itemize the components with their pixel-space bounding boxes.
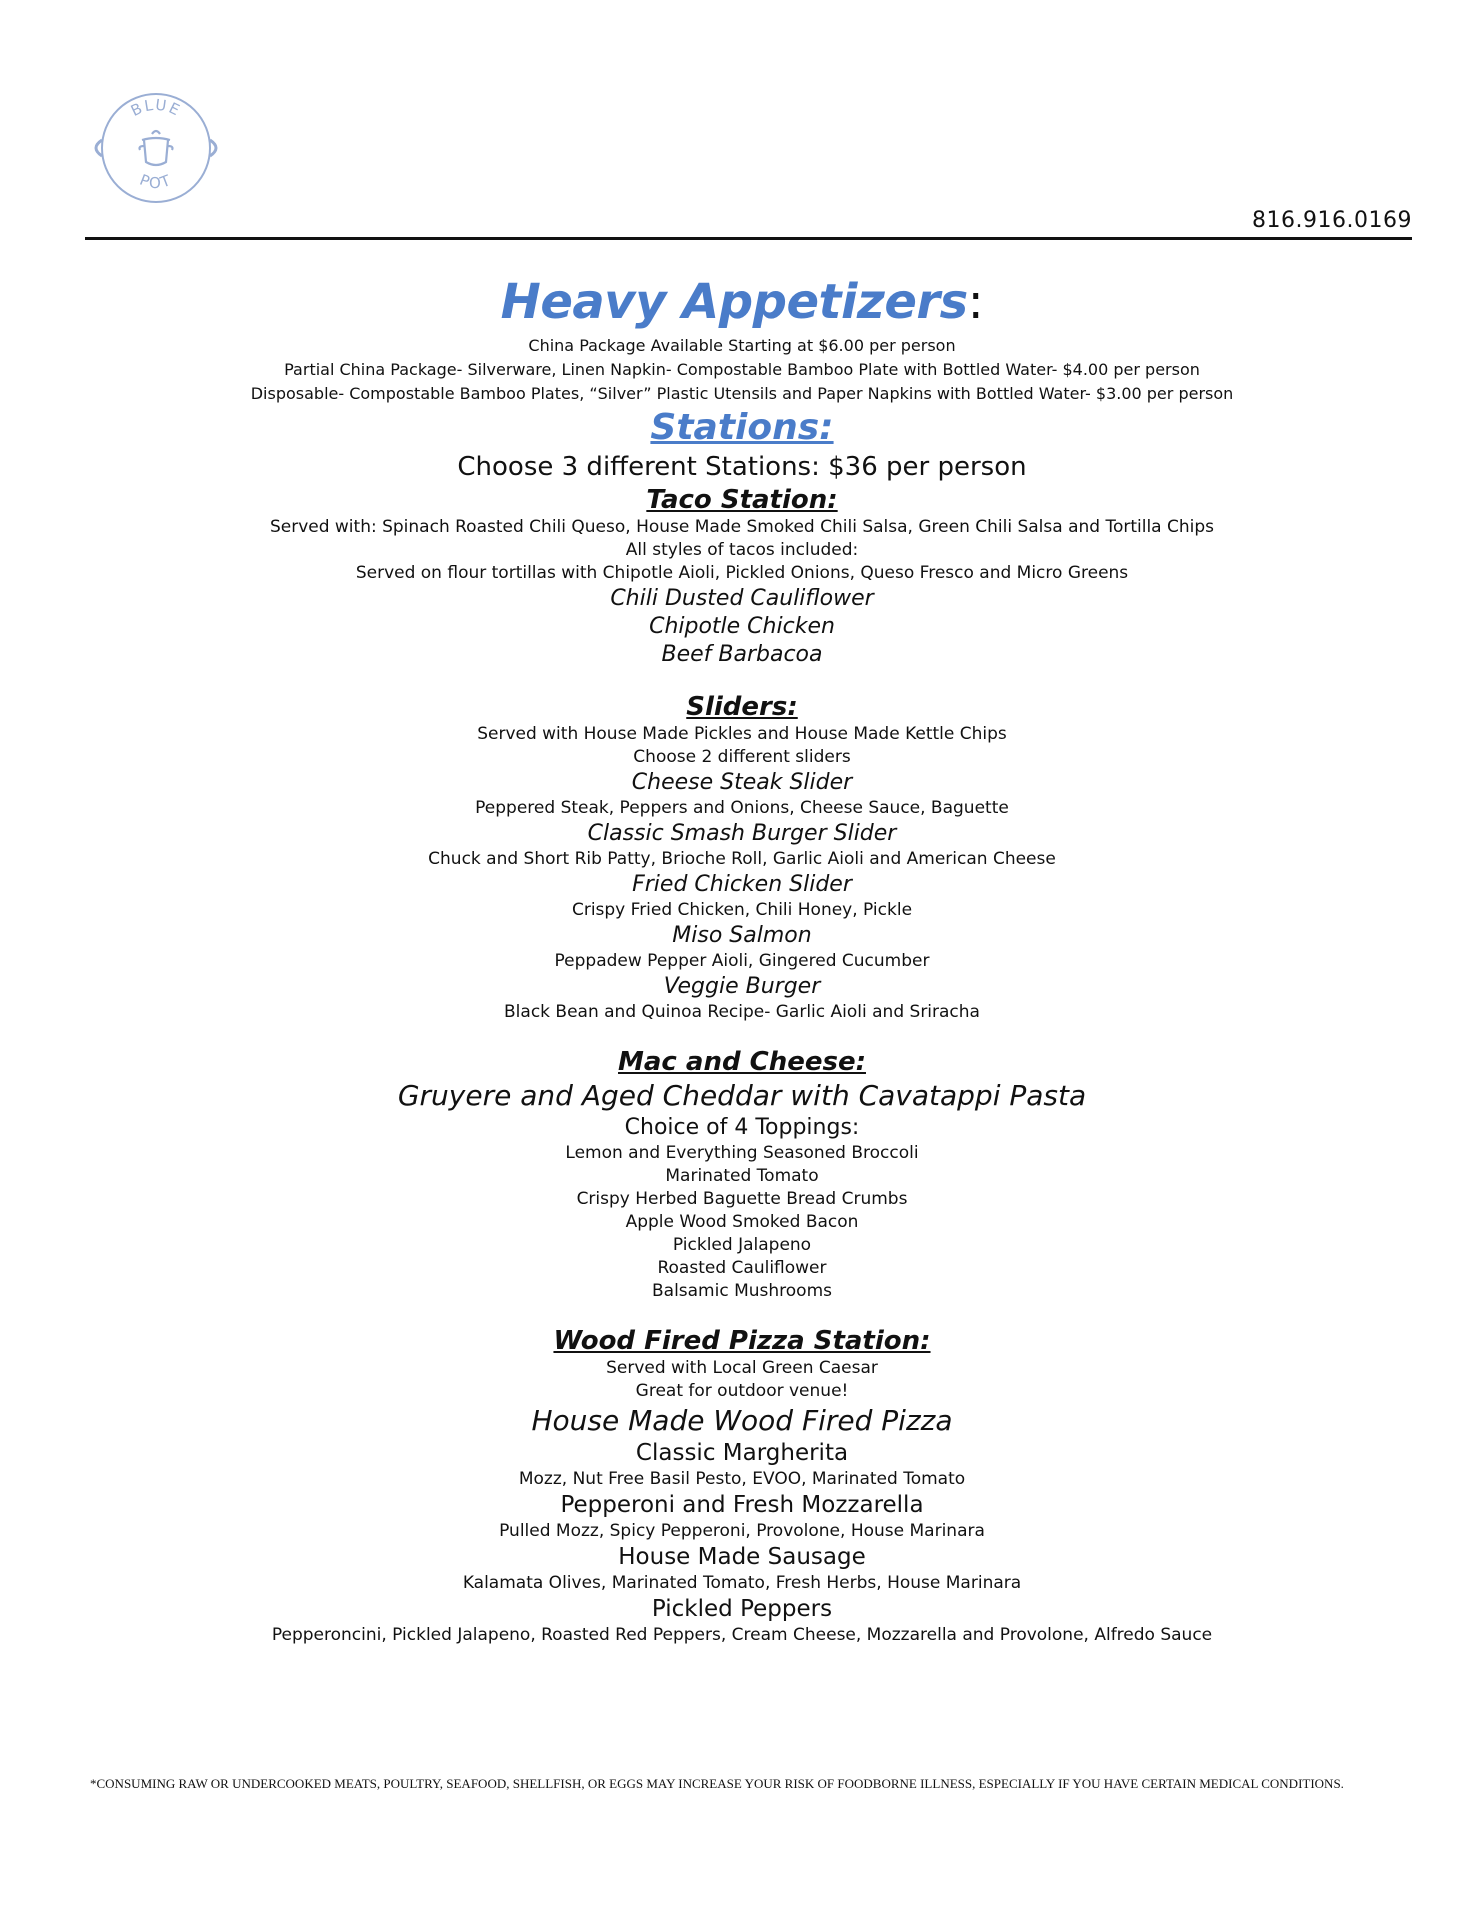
menu-content [0,270,1484,1647]
taco-item: Chipotle Chicken [649,614,835,639]
pizza-desc: Mozz, Nut Free Basil Pesto, EVOO, Marinated Tomato [518,1469,966,1489]
slider-desc: Peppered Steak, Peppers and Onions, Cheese Sauce, Baguette [475,798,1009,818]
taco-note: All styles of tacos included: [625,540,859,560]
phone-number: 816.916.0169 [1252,208,1412,233]
logo-bottom-text: POT [137,170,175,193]
pizza-name: Classic Margherita [635,1440,849,1466]
pizza-note: Served with Local Green Caesar [606,1358,878,1378]
sliders-heading: Sliders: [686,692,798,722]
pizza-note: Great for outdoor venue! [635,1381,849,1401]
taco-item: Chili Dusted Cauliflower [610,586,874,611]
slider-desc: Crispy Fried Chicken, Chili Honey, Pickle [571,900,913,920]
pizza-subtitle: House Made Wood Fired Pizza [531,1404,953,1437]
mac-topping: Apple Wood Smoked Bacon [625,1212,859,1232]
mac-topping: Crispy Herbed Baguette Bread Crumbs [576,1189,908,1209]
package-line: Partial China Package- Silverware, Linen Napkin- Compostable Bamboo Plate with Bottled Water- $4.00 per person [284,360,1200,379]
pizza-desc: Pulled Mozz, Spicy Pepperoni, Provolone, House Marinara [499,1521,985,1541]
slider-desc: Chuck and Short Rib Patty, Brioche Roll, Garlic Aioli and American Cheese [428,849,1056,869]
taco-note: Served with: Spinach Roasted Chili Queso, House Made Smoked Chili Salsa, Green Chili Salsa and Tortilla Chips [269,517,1215,537]
slider-name: Fried Chicken Slider [632,872,852,897]
package-line: China Package Available Starting at $6.00 per person [528,336,956,355]
svg-text:POT [137,171,175,192]
mac-topping: Pickled Jalapeno [672,1235,812,1255]
taco-note: Served on flour tortillas with Chipotle Aioli, Pickled Onions, Queso Fresco and Micro Greens [355,563,1129,583]
package-line: Disposable- Compostable Bamboo Plates, “Silver” Plastic Utensils and Paper Napkins with Bottled Water- $3.00 per person [250,384,1234,403]
stations-heading: Stations: [650,407,834,448]
sliders-note: Served with House Made Pickles and House Made Kettle Chips [477,724,1007,744]
mac-cheese-choice: Choice of 4 Toppings: [624,1115,860,1140]
pot-icon [140,131,173,165]
mac-topping: Balsamic Mushrooms [651,1281,833,1301]
sliders-note: Choose 2 different sliders [633,747,851,767]
slider-name: Classic Smash Burger Slider [587,821,897,846]
slider-name: Cheese Steak Slider [631,770,853,795]
mac-topping: Roasted Cauliflower [657,1258,827,1278]
blue-pot-logo [88,88,223,208]
header-divider [85,237,1412,240]
pizza-desc: Pepperoncini, Pickled Jalapeno, Roasted Red Peppers, Cream Cheese, Mozzarella and Provolone, Alfredo Sauce [271,1625,1213,1645]
slider-name: Veggie Burger [663,974,821,999]
stations-pricing: Choose 3 different Stations: $36 per person [457,452,1027,482]
slider-desc: Peppadew Pepper Aioli, Gingered Cucumber [554,951,930,971]
pizza-name: Pepperoni and Fresh Mozzarella [560,1492,924,1518]
page-title: Heavy Appetizers: [500,274,984,330]
svg-text:BLUE [128,96,184,120]
slider-desc: Black Bean and Quinoa Recipe- Garlic Aioli and Sriracha [504,1002,980,1022]
slider-name: Miso Salmon [672,923,812,948]
pizza-station-heading: Wood Fired Pizza Station: [553,1326,931,1356]
food-safety-disclaimer: *CONSUMING RAW OR UNDERCOOKED MEATS, POULTRY, SEAFOOD, SHELLFISH, OR EGGS MAY INCREASE YOUR RISK OF FOODBORNE ILLNESS, ESPECIALLY IF YOU HAVE CERTAIN MEDICAL CONDITIONS. [90,1776,1344,1791]
pizza-name: House Made Sausage [618,1544,866,1570]
mac-cheese-subtitle: Gruyere and Aged Cheddar with Cavatappi Pasta [397,1079,1087,1112]
logo-top-text: BLUE [127,95,185,121]
pizza-desc: Kalamata Olives, Marinated Tomato, Fresh Herbs, House Marinara [462,1573,1022,1593]
taco-item: Beef Barbacoa [661,642,823,667]
mac-cheese-heading: Mac and Cheese: [618,1047,866,1077]
taco-station-heading: Taco Station: [646,485,838,515]
pizza-name: Pickled Peppers [651,1596,833,1622]
mac-topping: Marinated Tomato [665,1166,819,1186]
mac-topping: Lemon and Everything Seasoned Broccoli [565,1143,919,1163]
